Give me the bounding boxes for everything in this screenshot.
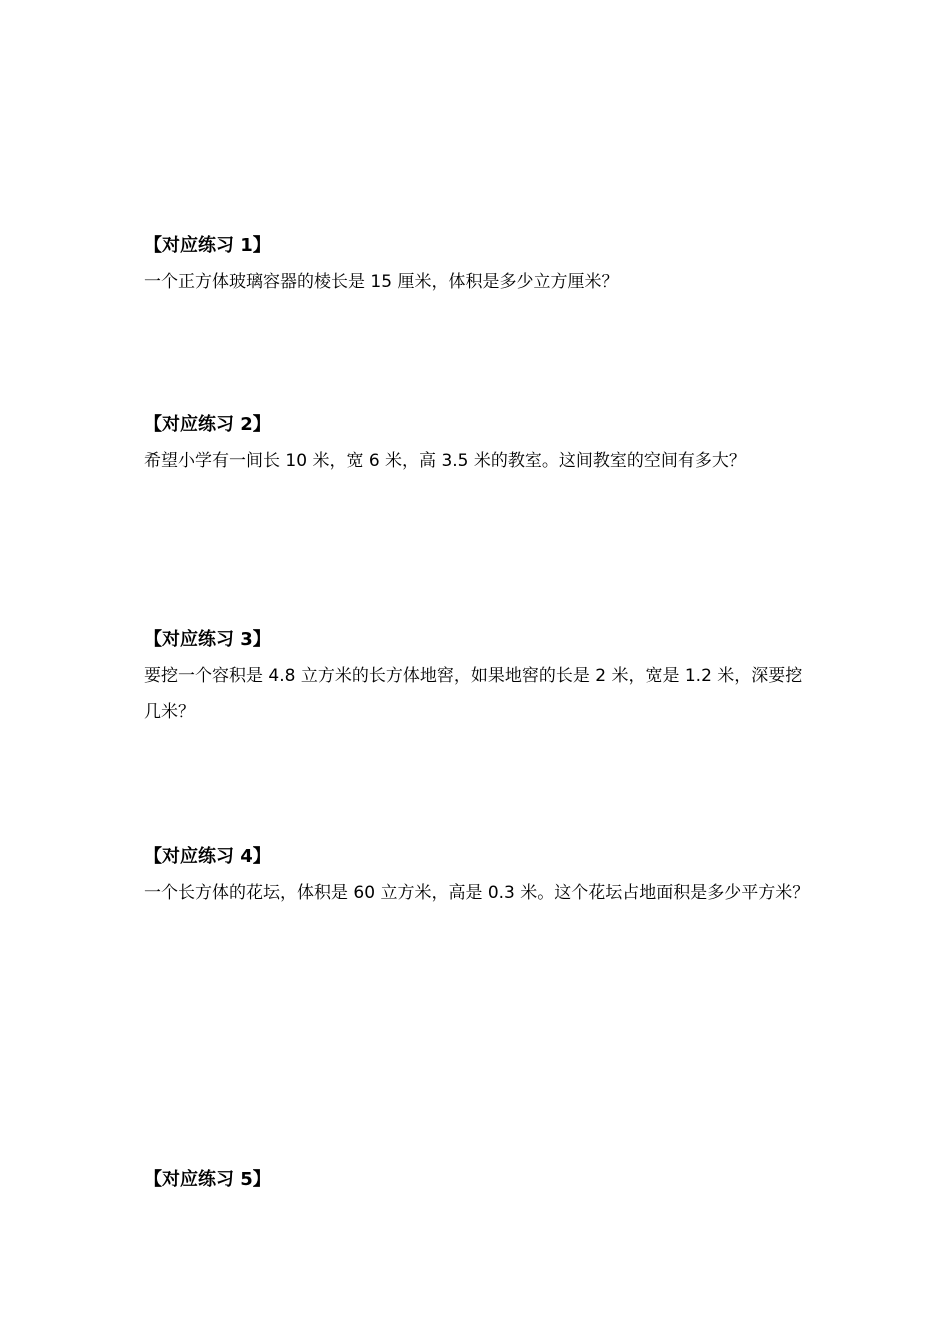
exercise-4 bbox=[144, 845, 814, 911]
exercise-5 bbox=[144, 1168, 814, 1192]
exercise-3 bbox=[144, 628, 814, 730]
exercise-1 bbox=[144, 234, 814, 300]
exercise-heading: 【对应练习 2】 bbox=[144, 414, 271, 435]
exercise-heading: 【对应练习 5】 bbox=[144, 1169, 271, 1190]
exercise-question: 一个长方体的花坛，体积是 60 立方米，高是 0.3 米。这个花坛占地面积是多少平方米？ bbox=[144, 883, 810, 903]
exercise-question: 一个正方体玻璃容器的棱长是 15 厘米，体积是多少立方厘米？ bbox=[144, 272, 619, 292]
exercise-heading: 【对应练习 1】 bbox=[144, 235, 271, 256]
exercise-heading: 【对应练习 4】 bbox=[144, 846, 271, 867]
exercise-question: 要挖一个容积是 4.8 立方米的长方体地窖，如果地窖的长是 2 米，宽是 1.2 米，深要挖几米？ bbox=[144, 666, 803, 722]
exercise-heading: 【对应练习 3】 bbox=[144, 629, 271, 650]
exercise-question: 希望小学有一间长 10 米，宽 6 米，高 3.5 米的教室。这间教室的空间有多大？ bbox=[144, 451, 746, 471]
exercise-2 bbox=[144, 413, 814, 479]
